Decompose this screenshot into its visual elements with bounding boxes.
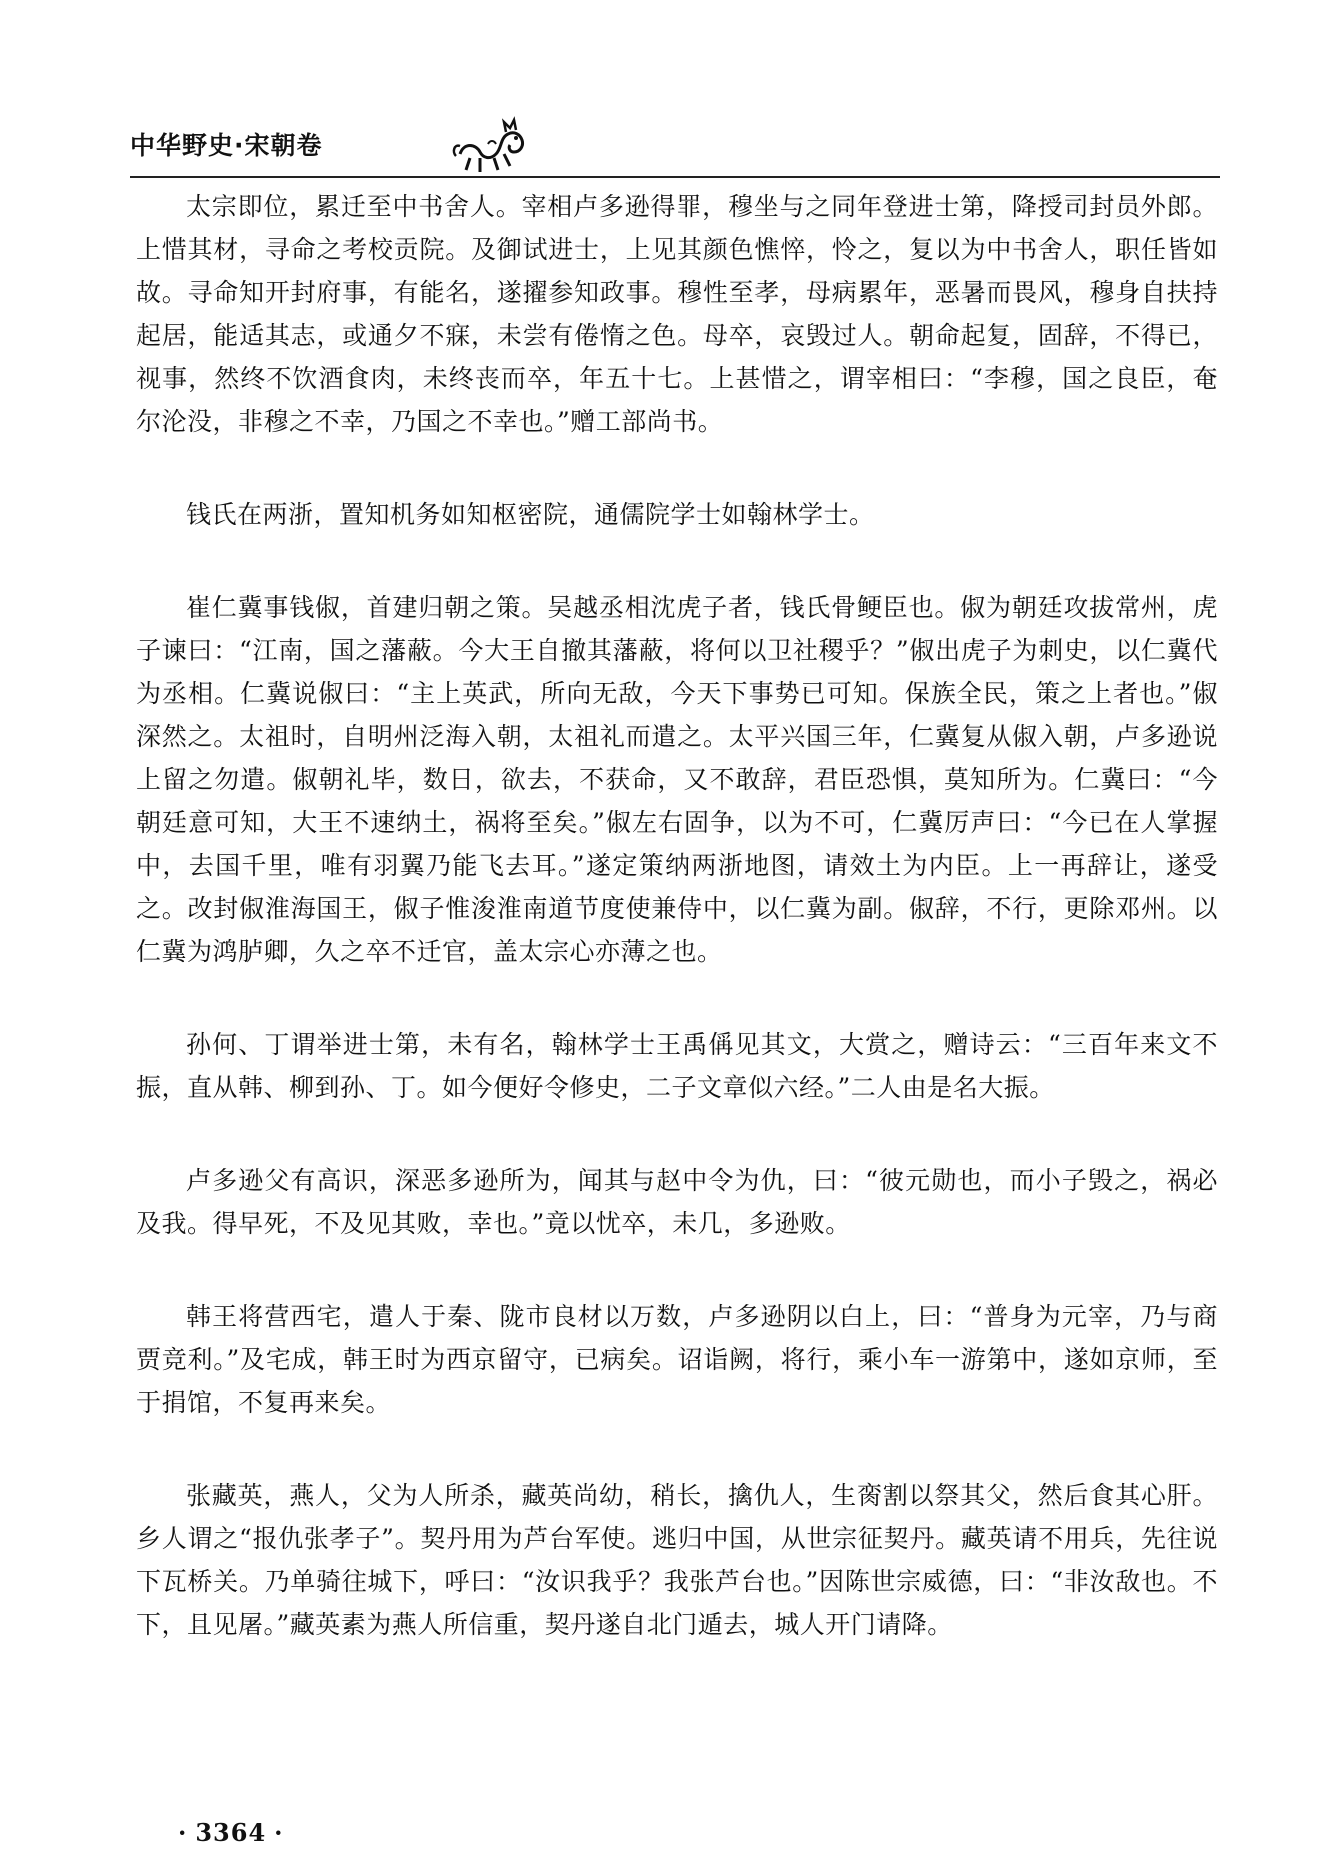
- paragraph: 韩王将营西宅，遣人于秦、陇市良材以万数，卢多逊阴以白上，曰：“普身为元宰，乃与商贾竞利。”及宅成，韩王时为西京留守，已病矣。诏诣阙，将行，乘小车一游第中，遂如京师，至于捐馆，不复再来矣。: [136, 1302, 1218, 1417]
- page-footer: [170, 1818, 292, 1847]
- paragraph: 钱氏在两浙，置知机务如知枢密院，通儒院学士如翰林学士。: [186, 500, 875, 529]
- footer-dot: ·: [274, 1818, 284, 1847]
- paragraph: 卢多逊父有高识，深恶多逊所为，闻其与赵中令为仇，曰：“彼元勋也，而小子毁之，祸必及我。得早死，不及见其败，幸也。”竟以忧卒，未几，多逊败。: [136, 1166, 1218, 1238]
- page-number: 3364: [195, 1818, 267, 1847]
- paragraph: 孙何、丁谓举进士第，未有名，翰林学士王禹偁见其文，大赏之，赠诗云：“三百年来文不振，直从韩、柳到孙、丁。如今便好令修史，二子文章似六经。”二人由是名大振。: [136, 1030, 1218, 1102]
- paragraph: 张藏英，燕人，父为人所杀，藏英尚幼，稍长，擒仇人，生脔割以祭其父，然后食其心肝。乡人谓之“报仇张孝子”。契丹用为芦台军使。逃归中国，从世宗征契丹。藏英请不用兵，先往说下瓦桥关。乃单骑往城下，呼曰：“汝识我乎？我张芦台也。”因陈世宗威德，曰：“非汝敌也。不下，且见屠。”藏英素为燕人所信重，契丹遂自北门遁去，城人开门请降。: [136, 1481, 1218, 1639]
- running-header: [130, 124, 1230, 180]
- header-rule: [130, 176, 1220, 178]
- footer-dot: ·: [178, 1818, 188, 1847]
- paragraph: 太宗即位，累迁至中书舍人。宰相卢多逊得罪，穆坐与之同年登进士第，降授司封员外郎。上惜其材，寻命之考校贡院。及御试进士，上见其颜色憔悴，怜之，复以为中书舍人，职任皆如故。寻命知开封府事，有能名，遂擢参知政事。穆性至孝，母病累年，恶暑而畏风，穆身自扶持起居，能适其志，或通夕不寐，未尝有倦惰之色。母卒，哀毁过人。朝命起复，固辞，不得已，视事，然终不饮酒食肉，未终丧而卒，年五十七。上甚惜之，谓宰相曰：“李穆，国之良臣，奄尔沦没，非穆之不幸，乃国之不幸也。”赠工部尚书。: [136, 192, 1218, 436]
- book-title: 中华野史·宋朝卷: [130, 131, 323, 160]
- dragon-ornament-icon: [450, 114, 532, 176]
- body-text: [136, 185, 1218, 1696]
- paragraph: 崔仁冀事钱俶，首建归朝之策。吴越丞相沈虎子者，钱氏骨鲠臣也。俶为朝廷攻拔常州，虎子谏曰：“江南，国之藩蔽。今大王自撤其藩蔽，将何以卫社稷乎？”俶出虎子为刺史，以仁冀代为丞相。仁冀说俶曰：“主上英武，所向无敌，今天下事势已可知。保族全民，策之上者也。”俶深然之。太祖时，自明州泛海入朝，太祖礼而遣之。太平兴国三年，仁冀复从俶入朝，卢多逊说上留之勿遣。俶朝礼毕，数日，欲去，不获命，又不敢辞，君臣恐惧，莫知所为。仁冀曰：“今朝廷意可知，大王不速纳土，祸将至矣。”俶左右固争，以为不可，仁冀厉声曰：“今已在人掌握中，去国千里，唯有羽翼乃能飞去耳。”遂定策纳两浙地图，请效土为内臣。上一再辞让，遂受之。改封俶淮海国王，俶子惟浚淮南道节度使兼侍中，以仁冀为副。俶辞，不行，更除邓州。以仁冀为鸿胪卿，久之卒不迁官，盖太宗心亦薄之也。: [136, 593, 1218, 966]
